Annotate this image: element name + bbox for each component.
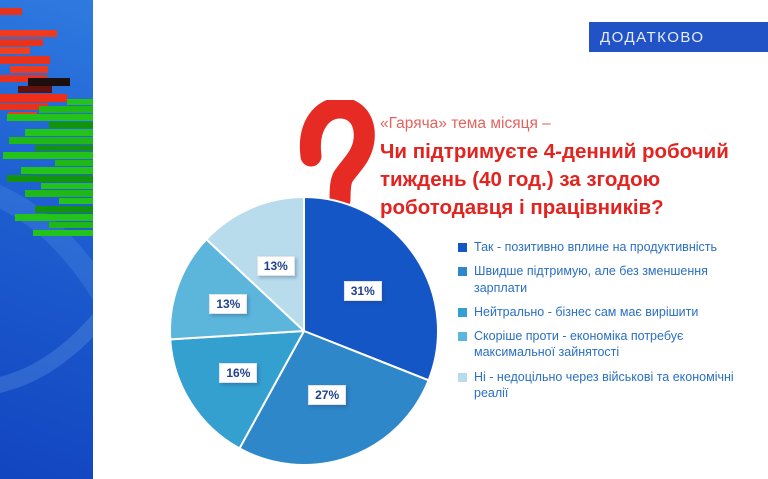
art-bar bbox=[25, 190, 93, 197]
art-bar bbox=[9, 137, 93, 144]
legend-label: Швидше підтримую, але без зменшення зарплати bbox=[474, 264, 708, 295]
art-bar bbox=[0, 56, 50, 64]
art-bar bbox=[28, 78, 70, 86]
pie-chart-svg bbox=[168, 195, 440, 467]
legend-label: Ні - недоцільно через військові та економічні реалії bbox=[474, 369, 734, 400]
art-bar bbox=[35, 206, 93, 213]
art-bar bbox=[25, 129, 93, 136]
pie-value-label: 27% bbox=[308, 385, 346, 405]
art-bar bbox=[39, 106, 93, 113]
art-bar bbox=[0, 47, 30, 54]
art-bar bbox=[0, 30, 57, 37]
legend-label: Нейтрально - бізнес сам має вирішити bbox=[474, 304, 699, 319]
art-bar bbox=[35, 145, 93, 151]
legend-item bbox=[458, 239, 746, 255]
art-bar bbox=[0, 39, 43, 46]
legend-item bbox=[458, 328, 746, 361]
pie-value-label: 13% bbox=[257, 256, 295, 276]
chart-legend bbox=[458, 239, 746, 409]
legend-label: Скоріше проти - економіка потребує максимальної зайнятості bbox=[474, 329, 684, 360]
section-badge bbox=[589, 22, 768, 52]
legend-swatch bbox=[458, 267, 467, 276]
art-bar bbox=[0, 94, 67, 102]
art-bar bbox=[49, 222, 93, 228]
art-bar bbox=[59, 198, 93, 204]
slide-title: Чи підтримуєте 4-денний робочий тиждень (40 год.) за згодою роботодавця і працівників? bbox=[380, 140, 729, 219]
art-bar bbox=[18, 86, 52, 93]
legend-label: Так - позитивно вплине на продуктивність bbox=[474, 240, 717, 254]
section-badge-label: ДОДАТКОВО bbox=[600, 28, 705, 46]
legend-item bbox=[458, 304, 746, 320]
art-bar bbox=[0, 8, 22, 15]
art-bar bbox=[10, 66, 48, 73]
slide-kicker: «Гаряча» тема місяця – bbox=[380, 115, 551, 132]
art-bar bbox=[49, 122, 93, 128]
art-bar bbox=[7, 114, 93, 121]
art-bar bbox=[55, 160, 93, 166]
legend-swatch bbox=[458, 332, 467, 341]
legend-swatch bbox=[458, 373, 467, 382]
art-bar bbox=[15, 214, 93, 221]
pie-value-label: 31% bbox=[344, 281, 382, 301]
pie-value-label: 16% bbox=[219, 363, 257, 383]
art-bar bbox=[7, 175, 93, 182]
art-bar bbox=[3, 152, 93, 159]
legend-item bbox=[458, 369, 746, 402]
legend-item bbox=[458, 263, 746, 296]
art-bar bbox=[41, 183, 93, 189]
art-bar bbox=[67, 99, 93, 105]
legend-swatch bbox=[458, 308, 467, 317]
pie-value-label: 13% bbox=[209, 294, 247, 314]
sidebar-art bbox=[0, 0, 93, 479]
pie-chart bbox=[168, 195, 440, 467]
art-bar bbox=[21, 167, 93, 174]
art-bar bbox=[33, 230, 93, 236]
legend-swatch bbox=[458, 243, 467, 252]
